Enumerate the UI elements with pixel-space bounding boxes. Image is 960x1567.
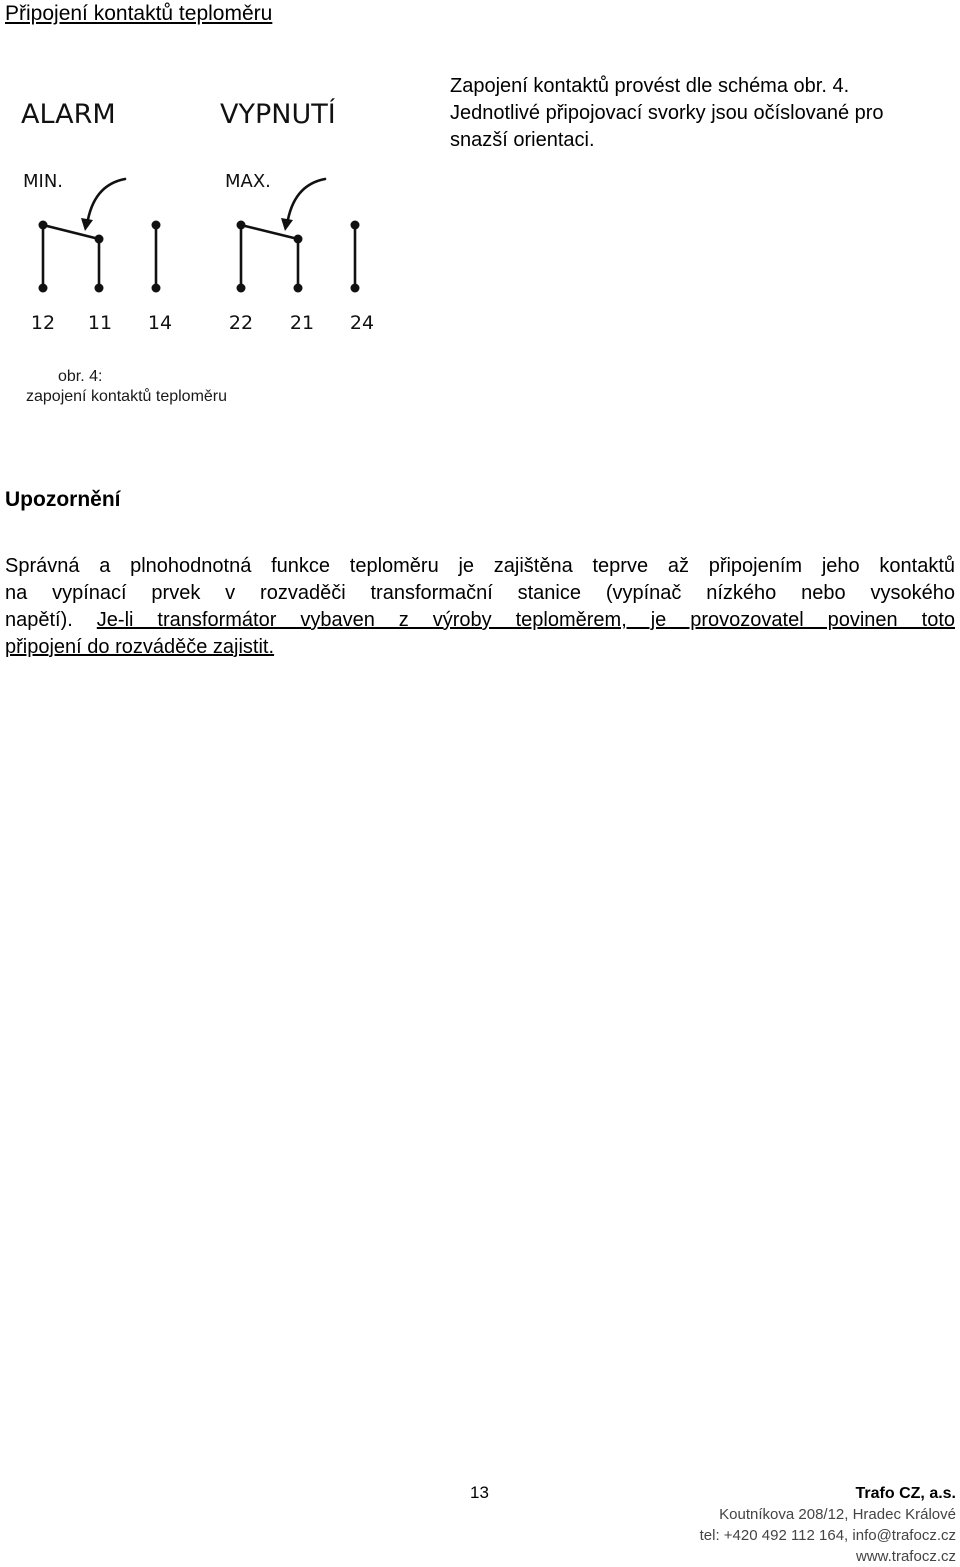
company-contact: tel: +420 492 112 164, info@trafocz.cz — [699, 1527, 956, 1544]
alarm-arrow — [87, 179, 125, 225]
intro-paragraph — [450, 73, 955, 154]
terminal-label: 11 — [87, 312, 113, 334]
terminal-label: 24 — [349, 312, 375, 334]
warning-line: na vypínací prvek v rozvaděči transformační stanice (vypínač nízkého nebo vysokého — [5, 582, 955, 604]
warning-line: Správná a plnohodnotná funkce teploměru je zajištěna teprve až připojením jeho kontaktů — [5, 555, 955, 577]
company-address: Koutníkova 208/12, Hradec Králové — [719, 1506, 956, 1523]
figure-number: obr. 4: — [58, 368, 103, 385]
trip-contact-arm — [241, 225, 298, 239]
trip-title: VYPNUTÍ — [220, 99, 336, 130]
company-name: Trafo CZ, a.s. — [855, 1485, 956, 1502]
alarm-title: ALARM — [21, 99, 116, 130]
trip-max-label: MAX. — [225, 171, 271, 192]
warning-text: napětí). — [5, 609, 73, 631]
alarm-min-label: MIN. — [23, 171, 64, 192]
alarm-contact-arm — [43, 225, 99, 239]
warning-heading: Upozornění — [5, 488, 121, 511]
footer-company-info — [700, 1483, 956, 1567]
figure-caption — [26, 367, 227, 407]
warning-paragraph — [5, 553, 955, 661]
intro-line: Jednotlivé připojovací svorky jsou očíslované pro — [450, 102, 884, 124]
terminal-label: 14 — [147, 312, 173, 334]
alarm-arrow-head — [81, 218, 93, 231]
contact-wiring-diagram — [15, 85, 390, 345]
warning-underlined-line: připojení do rozváděče zajistit. — [5, 636, 275, 658]
terminal-label: 21 — [289, 312, 315, 334]
trip-arrow — [287, 179, 325, 225]
terminal-label: 22 — [228, 312, 254, 334]
warning-underlined-text: Je-li transformátor vybaven z výroby teploměrem, je provozovatel povinen toto — [96, 609, 955, 631]
intro-line: Zapojení kontaktů provést dle schéma obr. 4. — [450, 75, 850, 97]
page-number: 13 — [470, 1483, 489, 1502]
section-title: Připojení kontaktů teploměru — [5, 2, 273, 25]
intro-line: snazší orientaci. — [450, 129, 595, 151]
terminal-label: 12 — [30, 312, 56, 334]
warning-line — [5, 607, 955, 634]
trip-arrow-head — [281, 218, 293, 231]
company-website: www.trafocz.cz — [855, 1548, 956, 1565]
figure-caption-text: zapojení kontaktů teploměru — [26, 388, 228, 405]
